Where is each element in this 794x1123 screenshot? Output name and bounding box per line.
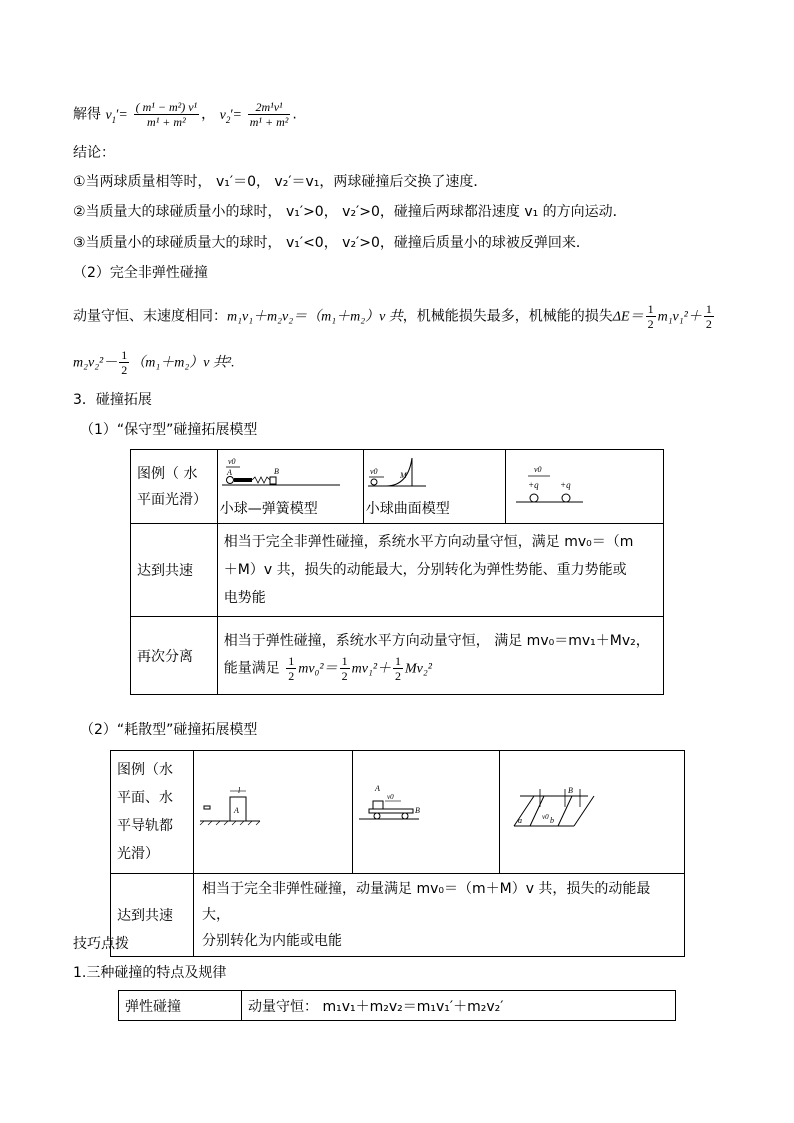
spring-model-caption: 小球—弹簧模型 — [219, 500, 318, 517]
momentum-formula: m₁v₁＋m₂v₂＝（m₁＋m₂）v 共 — [227, 309, 403, 325]
section-3-sub1: （1）“保守型”碰撞拓展模型 — [80, 422, 258, 438]
table1-row2-content: 相当于完全非弹性碰撞，系统水平方向动量守恒，满足 mv₀＝（m ＋M）v 共，损失的动能最大，分别转化为弹性势能、重力势能或 电势能 — [217, 524, 663, 617]
comma: ， — [201, 106, 216, 123]
svg-text:a: a — [518, 816, 522, 825]
elastic-collision-rule: 动量守恒： m₁v₁＋m₂v₂＝m₁v₁′＋m₂v₂′ — [242, 991, 676, 1021]
svg-text:M: M — [399, 470, 407, 480]
table2-row2-label: 达到共速 — [111, 874, 194, 957]
curved-surface-figure — [366, 456, 496, 496]
svg-text:A: A — [375, 784, 380, 793]
fraction-v1: $\frac{\text{( m¹ − m²) v¹}}{\text{m¹ + m²}}$ — [135, 100, 198, 129]
conclusion-title: 结论： — [73, 145, 115, 161]
svg-text:v0: v0 — [533, 464, 542, 474]
curved-surface-cell — [363, 450, 505, 524]
svg-text:A: A — [234, 806, 239, 815]
dissipative-model-table — [110, 750, 685, 957]
table2-row2-content: 相当于完全非弹性碰撞，动量满足 mv₀＝（m＋M）v 共，损失的动能最大， 分别转化为内能或电能 — [194, 874, 685, 957]
svg-text:+q: +q — [559, 479, 571, 490]
conservative-model-table — [130, 449, 664, 695]
charged-balls-figure — [508, 460, 648, 510]
elastic-collision-label: 弹性碰撞 — [119, 991, 242, 1021]
equals: ′= — [116, 107, 128, 123]
inelastic-heading: （2）完全非弹性碰撞 — [73, 265, 208, 281]
block-cart-figure — [353, 751, 499, 869]
collision-types-table — [118, 990, 676, 1021]
table1-row1-label: 图例（ 水 平面光滑） — [131, 450, 218, 524]
conclusion-1: ①当两球质量相等时， v₁′＝0， v₂′＝v₁，两球碰撞后交换了速度． — [73, 174, 488, 190]
half-fraction-3: $\frac{1}{2}$ — [121, 348, 128, 377]
svg-text:v0: v0 — [542, 813, 549, 821]
conclusion-3: ③当质量小的球碰质量大的球时， v₁′<0， v₂′>0，碰撞后质量小的球被反弹回来． — [73, 235, 590, 251]
table2-row1-label: 图例（水 平面、水 平导轨都 光滑） — [111, 751, 194, 874]
conclusion-2: ②当质量大的球碰质量小的球时， v₁′>0， v₂′>0，碰撞后两球都沿速度 v₁ 的方向运动． — [73, 204, 627, 220]
spring-model-cell — [217, 450, 363, 524]
svg-text:B: B — [273, 466, 279, 476]
tips-item-1: 1.三种碰撞的特点及规律 — [73, 965, 227, 981]
table1-row3-content: 相当于弹性碰撞，系统水平方向动量守恒， 满足 mv₀＝mv₁＋Mv₂， 能量满足 $\frac{1}{2}$ mv₀²＝ $\frac{1}{2}$ mv₁²＋ $\frac{1}{2}$ Mv₂² — [217, 617, 663, 695]
svg-text:B: B — [568, 786, 573, 795]
svg-text:v0: v0 — [369, 466, 378, 476]
svg-text:A: A — [226, 467, 232, 477]
bullet-block-figure — [194, 751, 352, 869]
v1-prime: $v_1$ — [105, 107, 117, 125]
svg-text:b: b — [550, 816, 554, 825]
fraction-v2: $\frac{\text{2m¹v¹}}{\text{m¹ + m²}}$ — [249, 100, 289, 129]
charged-balls-cell — [505, 450, 663, 524]
table1-row3-label: 再次分离 — [131, 617, 218, 695]
solve-prefix: 解得 — [73, 106, 101, 123]
half-fraction-2: $\frac{1}{2}$ — [705, 302, 712, 331]
svg-text:l: l — [238, 786, 241, 795]
curved-surface-caption: 小球曲面模型 — [365, 500, 450, 517]
inelastic-line-1: 动量守恒、末速度相同：m₁v₁＋m₂v₂＝（m₁＋m₂）v 共，机械能损失最多，机械能的损失ΔE＝ $\frac{1}{2}$ m₁v₁²＋ $\frac{1}{2}$ — [73, 302, 712, 331]
table1-row2-label: 达到共速 — [131, 524, 218, 617]
section-3-heading: 3．碰撞拓展 — [73, 392, 152, 408]
block-on-cart-cell — [353, 751, 500, 874]
v2-prime: $v_2$ — [219, 107, 231, 125]
half-fraction: $\frac{1}{2}$ — [647, 302, 654, 331]
block-bullet-cell — [194, 751, 353, 874]
rail-rods-figure — [500, 751, 670, 869]
inelastic-line-2: m₂v₂²－ $\frac{1}{2}$ （m₁＋m₂）v 共². — [73, 348, 235, 377]
tips-heading: 技巧点拨 — [73, 936, 129, 952]
svg-text:B: B — [415, 806, 420, 815]
section-3-sub2: （2）“耗散型”碰撞拓展模型 — [80, 722, 258, 738]
delta-e: ΔE＝ — [612, 309, 644, 325]
svg-text:v0: v0 — [227, 456, 236, 466]
rail-rods-cell — [500, 751, 685, 874]
spring-model-figure — [220, 456, 355, 496]
svg-text:+q: +q — [527, 479, 539, 490]
solution-line: 解得 $v_1'=$ $\frac{\text{( m¹ − m²) v¹}}{\text{m¹ + m²}}$ ， $v_2'=$ $\frac{\text{2m¹v¹}}{\text{m¹ + m²}}$ . — [73, 100, 297, 129]
svg-text:v0: v0 — [387, 793, 394, 801]
